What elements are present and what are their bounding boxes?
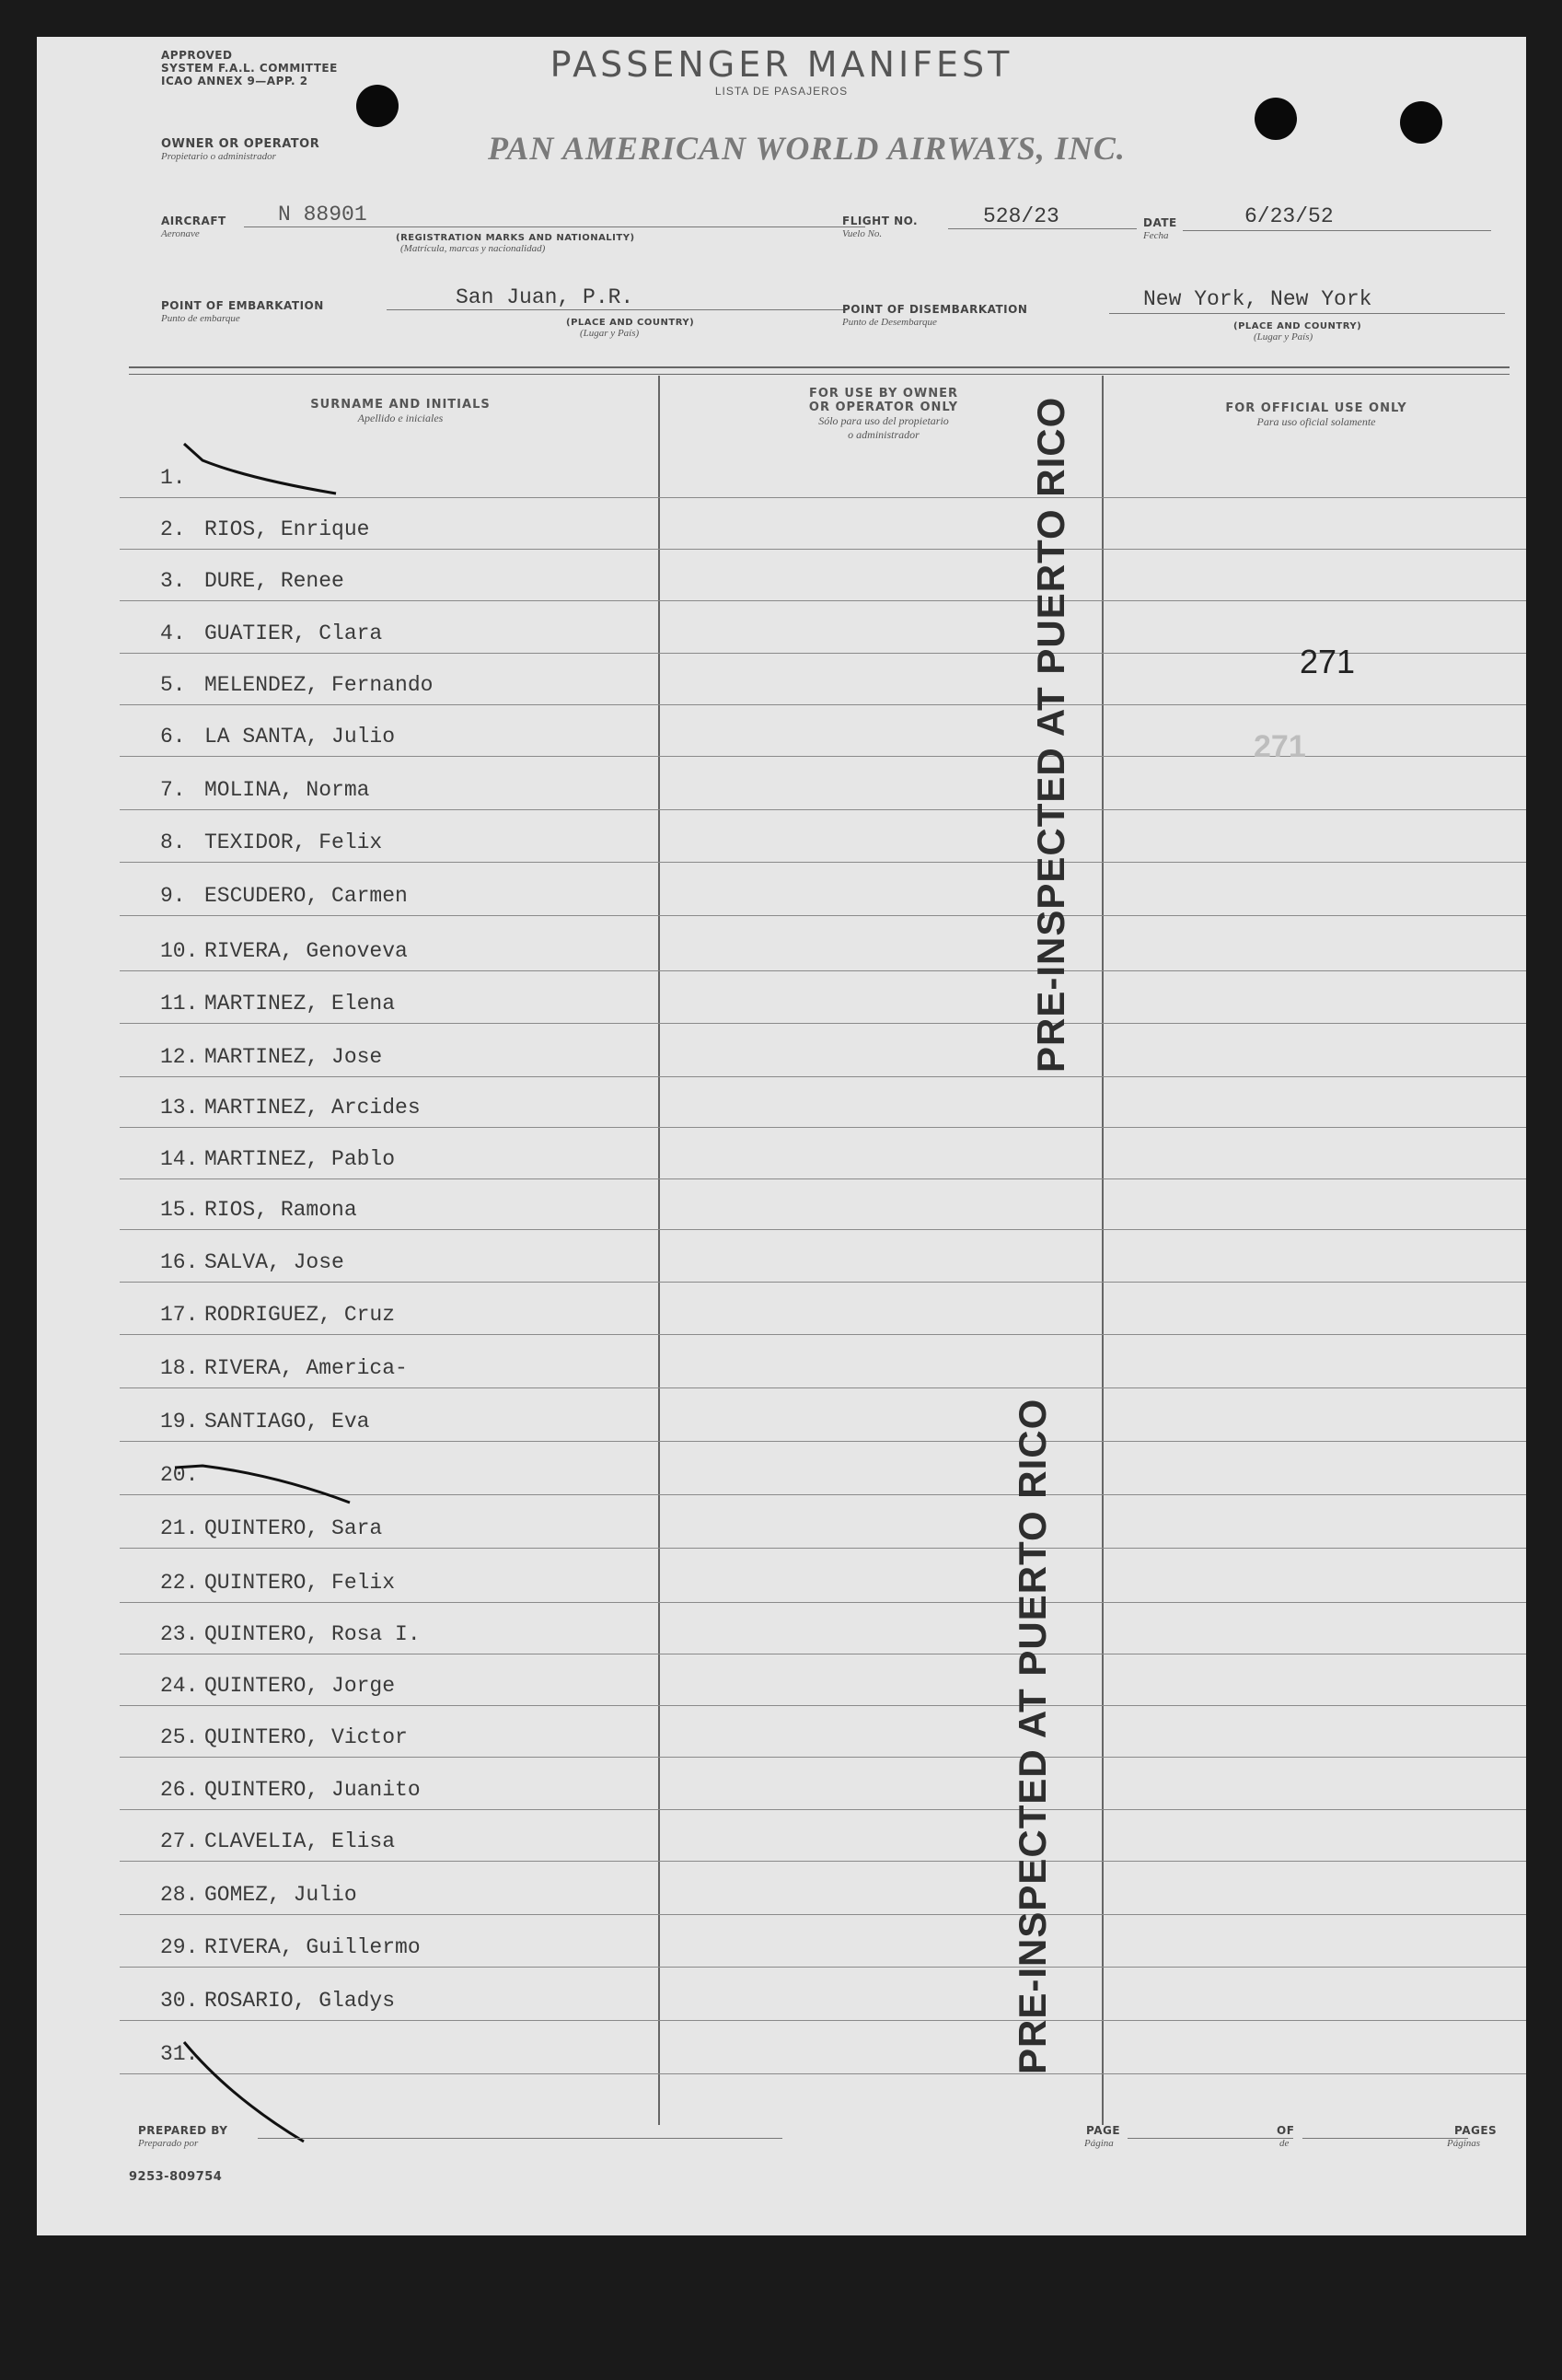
row-number: 4. (160, 621, 186, 645)
embark-place-note-es: (Lugar y País) (580, 328, 640, 339)
date-value: 6/23/52 (1244, 204, 1334, 228)
owner-use-header (681, 387, 1086, 442)
passenger-name: QUINTERO, Juanito (204, 1778, 421, 1802)
passenger-name: LA SANTA, Julio (204, 725, 396, 749)
row-number: 27. (160, 1829, 199, 1853)
table-row (120, 1758, 1526, 1810)
row-number: 5. (160, 673, 186, 697)
passenger-name: QUINTERO, Victor (204, 1725, 408, 1749)
passenger-name: QUINTERO, Jorge (204, 1674, 396, 1698)
table-row (120, 1230, 1526, 1283)
table-row (120, 919, 1526, 971)
strike-mark-row-1 (175, 433, 359, 506)
prepared-line (258, 2138, 782, 2139)
airline-name: PAN AMERICAN WORLD AIRWAYS, INC. (488, 130, 1126, 167)
row-number: 19. (160, 1410, 199, 1434)
passenger-name: GUATIER, Clara (204, 621, 383, 645)
row-number: 13. (160, 1096, 199, 1120)
preinspected-stamp-2: PRE-INSPECTED AT PUERTO RICO (1011, 1398, 1054, 2074)
row-number: 11. (160, 992, 199, 1016)
owner-use-header-2: OR OPERATOR ONLY (808, 401, 959, 414)
disembark-label: POINT OF DISEMBARKATION (842, 303, 1028, 316)
flight-value: 528/23 (983, 204, 1059, 228)
disembark-line (1109, 313, 1505, 314)
official-use-header (1123, 401, 1510, 429)
of-label: OF (1277, 2124, 1295, 2137)
table-row (120, 864, 1526, 916)
manifest-sheet (37, 37, 1526, 2235)
passenger-name: QUINTERO, Rosa I. (204, 1622, 421, 1646)
disembark-label-es: Punto de Desembarque (842, 317, 937, 328)
passenger-name: MOLINA, Norma (204, 778, 370, 802)
row-number: 23. (160, 1622, 199, 1646)
preinspected-stamp-1: PRE-INSPECTED AT PUERTO RICO (1029, 396, 1072, 1073)
passenger-name: MELENDEZ, Fernando (204, 673, 434, 697)
row-number: 12. (160, 1045, 199, 1069)
row-number: 24. (160, 1674, 199, 1698)
row-number: 10. (160, 939, 199, 963)
disembark-place-note: (PLACE AND COUNTRY) (1233, 321, 1362, 331)
registration-note-es: (Matrícula, marcas y nacionalidad) (400, 243, 546, 254)
aircraft-label: AIRCRAFT (161, 215, 226, 227)
table-row (120, 1602, 1526, 1654)
page-label-es: Página (1084, 2138, 1114, 2149)
table-row (120, 1863, 1526, 1915)
date-line (1183, 230, 1491, 231)
passenger-name: RIOS, Ramona (204, 1198, 357, 1222)
row-number: 22. (160, 1571, 199, 1595)
prepared-label: PREPARED BY (138, 2124, 228, 2137)
table-row (120, 1283, 1526, 1335)
punch-hole-right-1 (1255, 98, 1297, 140)
passenger-name: SALVA, Jose (204, 1250, 344, 1274)
passenger-name: RIVERA, America- (204, 1356, 408, 1380)
table-row (120, 1336, 1526, 1388)
aircraft-value: N 88901 (278, 203, 367, 226)
passenger-name: CLAVELIA, Elisa (204, 1829, 396, 1853)
row-number: 3. (160, 569, 186, 593)
embark-place-note: (PLACE AND COUNTRY) (566, 318, 695, 328)
row-number: 25. (160, 1725, 199, 1749)
row-number: 1. (160, 466, 186, 490)
embark-value: San Juan, P.R. (456, 285, 634, 309)
of-line (1302, 2138, 1468, 2139)
table-row (120, 704, 1526, 757)
surname-header-en: SURNAME AND INITIALS (310, 398, 491, 412)
row-number: 14. (160, 1147, 199, 1171)
page-label: PAGE (1086, 2124, 1121, 2137)
surname-header-es: Apellido e iniciales (357, 412, 444, 424)
flight-label-es: Vuelo No. (842, 228, 883, 239)
passenger-name: MARTINEZ, Elena (204, 992, 396, 1016)
passenger-name: GOMEZ, Julio (204, 1883, 357, 1907)
embark-label: POINT OF EMBARKATION (161, 299, 324, 312)
embark-label-es: Punto de embarque (161, 313, 240, 324)
row-number: 7. (160, 778, 186, 802)
punch-hole-right-2 (1400, 101, 1442, 144)
official-use-header-en: FOR OFFICIAL USE ONLY (1225, 401, 1407, 415)
passenger-name: DURE, Renee (204, 569, 344, 593)
table-row (120, 1809, 1526, 1862)
row-number: 16. (160, 1250, 199, 1274)
table-row (120, 1025, 1526, 1077)
passenger-name: TEXIDOR, Felix (204, 830, 383, 854)
passenger-name: RODRIGUEZ, Cruz (204, 1303, 396, 1327)
passenger-name: ROSARIO, Gladys (204, 1989, 396, 2013)
owner-label: OWNER OR OPERATOR (161, 137, 320, 151)
of-label-es: de (1279, 2138, 1290, 2149)
row-number: 21. (160, 1516, 199, 1540)
owner-use-header-es-2: o administrador (848, 428, 920, 441)
row-number: 29. (160, 1935, 199, 1959)
table-row (120, 1968, 1526, 2021)
passenger-name: ESCUDERO, Carmen (204, 884, 408, 908)
form-code: 9253-809754 (129, 2170, 223, 2184)
passenger-name: RIVERA, Genoveva (204, 939, 408, 963)
table-top-rule-1 (129, 366, 1510, 368)
passenger-name: RIVERA, Guillermo (204, 1935, 421, 1959)
table-row (120, 1654, 1526, 1706)
row-number: 2. (160, 517, 186, 541)
prepared-label-es: Preparado por (138, 2138, 199, 2149)
passenger-name: QUINTERO, Felix (204, 1571, 396, 1595)
table-row (120, 2022, 1526, 2074)
table-row (120, 1127, 1526, 1179)
passenger-name: RIOS, Enrique (204, 517, 370, 541)
table-row (120, 1550, 1526, 1603)
table-row (120, 1915, 1526, 1968)
aircraft-label-es: Aeronave (161, 228, 200, 239)
table-row (120, 1705, 1526, 1758)
system-label: SYSTEM F.A.L. COMMITTEE (161, 62, 338, 75)
row-number: 15. (160, 1198, 199, 1222)
official-use-header-es: Para uso oficial solamente (1256, 415, 1376, 428)
table-row (120, 1389, 1526, 1442)
icao-label: ICAO ANNEX 9—APP. 2 (161, 75, 308, 87)
row-number: 6. (160, 725, 186, 749)
page-subtitle: LISTA DE PASAJEROS (714, 85, 849, 98)
date-label: DATE (1143, 216, 1177, 229)
table-row (120, 758, 1526, 810)
official-number-faded: 271 (1254, 729, 1306, 764)
row-number: 31. (160, 2042, 199, 2066)
flight-label: FLIGHT NO. (842, 215, 919, 227)
passenger-name: MARTINEZ, Arcides (204, 1096, 421, 1120)
passenger-name: MARTINEZ, Jose (204, 1045, 383, 1069)
row-number: 30. (160, 1989, 199, 2013)
surname-header (184, 398, 617, 425)
disembark-value: New York, New York (1143, 287, 1372, 311)
row-number: 18. (160, 1356, 199, 1380)
pages-label: PAGES (1454, 2124, 1498, 2137)
passenger-name: SANTIAGO, Eva (204, 1410, 370, 1434)
owner-label-es: Propietario o administrador (161, 151, 276, 162)
table-row (120, 1178, 1526, 1230)
approved-label: APPROVED (161, 49, 233, 62)
table-row (120, 549, 1526, 601)
table-row (120, 810, 1526, 863)
owner-use-header-1: FOR USE BY OWNER (808, 387, 959, 401)
page-title: PASSENGER MANIFEST (550, 44, 1013, 85)
row-number: 17. (160, 1303, 199, 1327)
pages-label-es: Páginas (1447, 2138, 1481, 2149)
aircraft-line (244, 226, 865, 227)
embark-line (387, 309, 847, 310)
owner-use-header-es-1: Sólo para uso del propietario (818, 414, 949, 427)
row-number: 8. (160, 830, 186, 854)
passenger-name: QUINTERO, Sara (204, 1516, 383, 1540)
row-number: 26. (160, 1778, 199, 1802)
registration-note: (REGISTRATION MARKS AND NATIONALITY) (396, 233, 635, 243)
disembark-place-note-es: (Lugar y País) (1254, 331, 1313, 342)
row-number: 9. (160, 884, 186, 908)
table-row (120, 971, 1526, 1024)
passenger-name: MARTINEZ, Pablo (204, 1147, 396, 1171)
row-number: 20. (160, 1463, 199, 1487)
flight-line (948, 228, 1137, 229)
row-number: 28. (160, 1883, 199, 1907)
page-line (1128, 2138, 1293, 2139)
official-number: 271 (1300, 643, 1356, 680)
date-label-es: Fecha (1143, 230, 1169, 241)
strike-mark-row-20 (166, 1447, 368, 1512)
table-row (120, 1075, 1526, 1128)
table-top-rule-2 (129, 374, 1510, 375)
